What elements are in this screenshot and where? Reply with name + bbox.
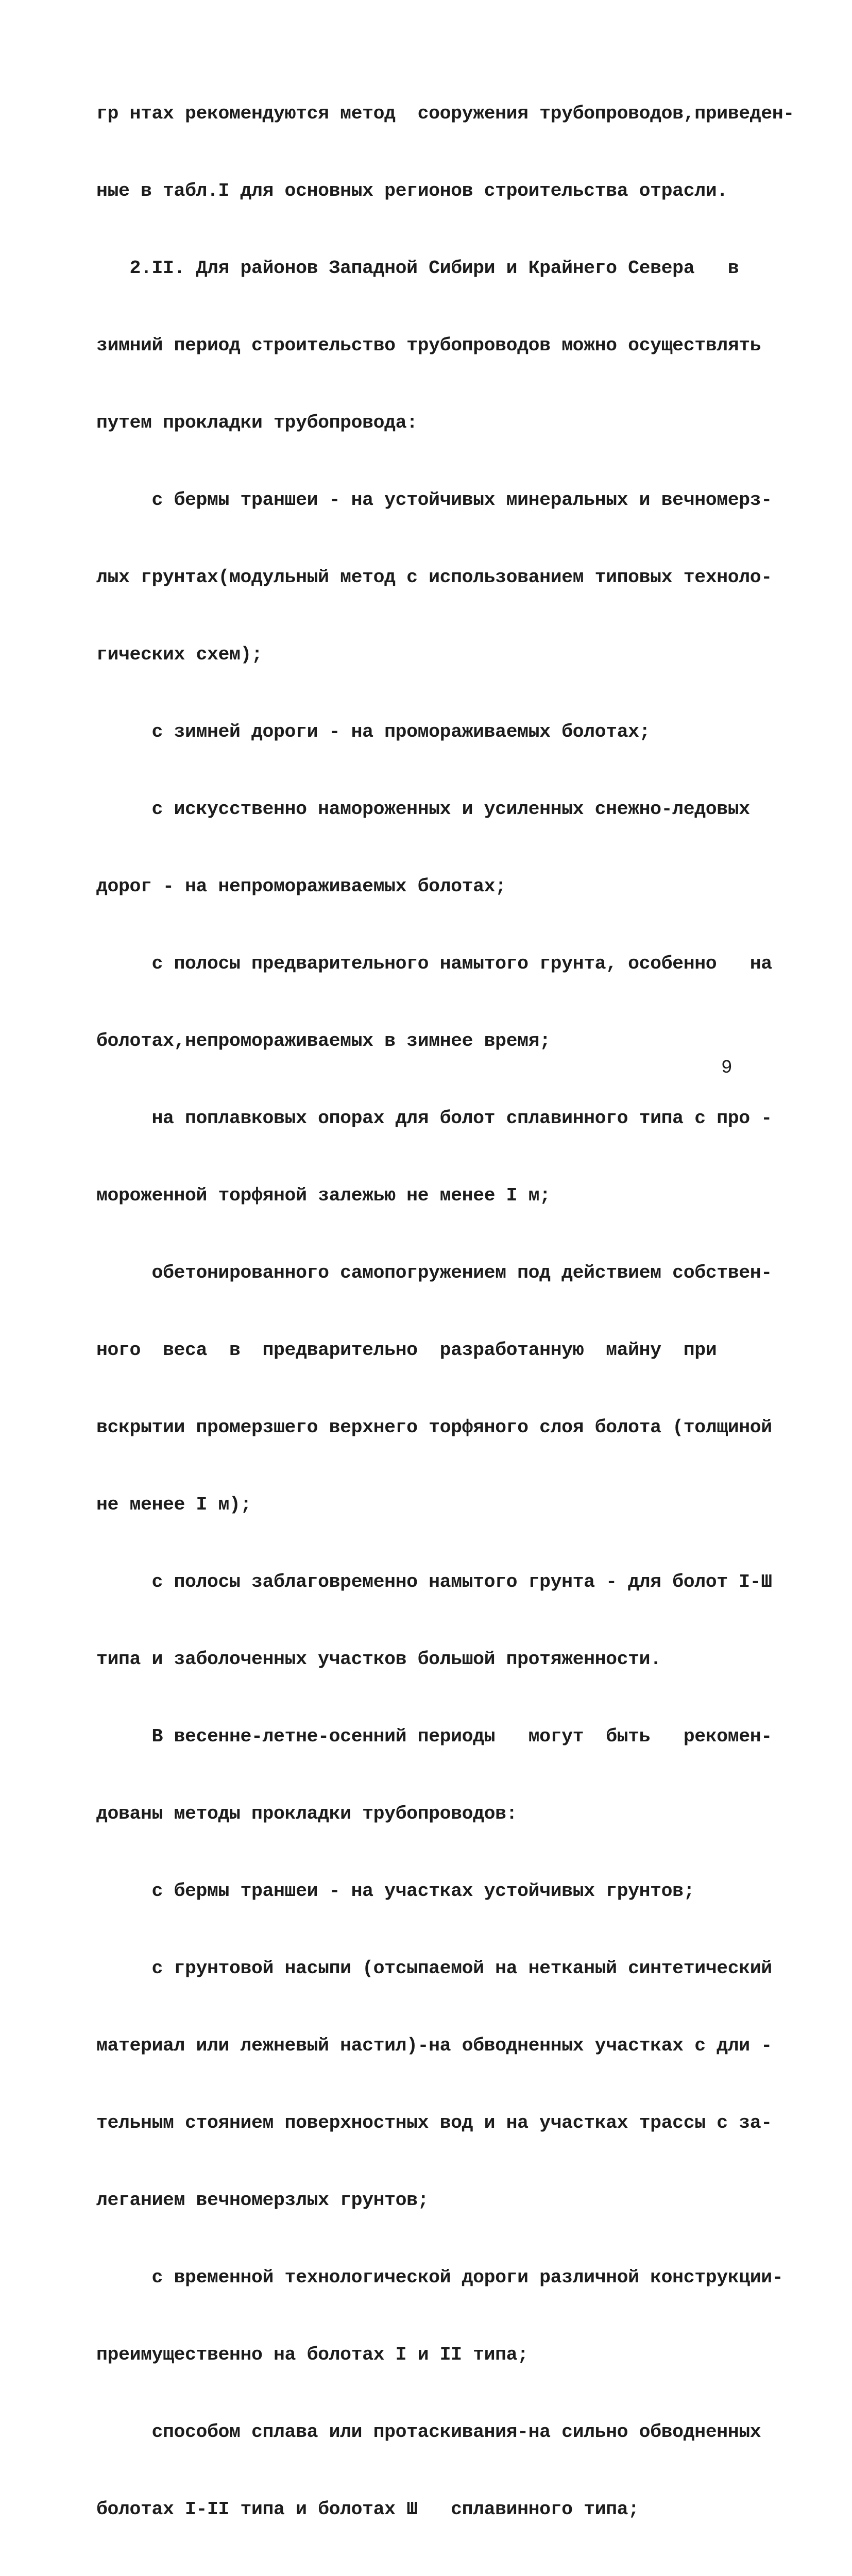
text-line: тельным стоянием поверхностных вод и на участках трассы с за- [96,2112,772,2133]
text-line: зимний период строительство трубопроводов можно осуществлять [96,335,761,356]
text-line: способом сплава или протаскивания-на сильно обводненных [96,2421,761,2443]
text-line: с искусственно намороженных и усиленных снежно-ледовых [96,799,750,820]
text-line: с полосы заблаговременно намытого грунта - для болот I-Ш [96,1571,772,1592]
text-line: обетонированного самопогружением под действием собствен- [96,1262,772,1283]
text-line: с грунтовой насыпи (отсыпаемой на нетканый синтетический [96,1958,772,1979]
text-line: с бермы траншеи - на участках устойчивых грунтов; [96,1880,695,1902]
text-line: типа и заболоченных участков большой протяженности. [96,1649,661,1670]
text-line: леганием вечномерзлых грунтов; [96,2190,429,2211]
text-line: 2.II. Для районов Западной Сибири и Крайнего Севера в [96,258,739,279]
text-line: с бермы траншеи - на устойчивых минеральных и вечномерз- [96,489,772,511]
text-line: дованы методы прокладки трубопроводов: [96,1803,518,1824]
page-number: 9 [721,1057,732,1078]
text-line: ного веса в предварительно разработанную майну при [96,1340,717,1361]
text-line: мороженной торфяной залежью не менее I м; [96,1185,551,1206]
text-line: ные в табл.I для основных регионов строительства отрасли. [96,180,728,201]
text-line: гр нтах рекомендуются метод сооружения трубопроводов,приведен- [96,103,794,124]
text-line: болотах,непромораживаемых в зимнее время; [96,1030,551,1052]
text-line: болотах I-II типа и болотах Ш сплавинного типа; [96,2499,639,2520]
text-line: В весенне-летне-осенний периоды могут быть рекомен- [96,1726,772,1747]
text-line: дорог - на непромораживаемых болотах; [96,876,506,897]
text-line: гических схем); [96,644,263,665]
text-line: не менее I м); [96,1494,252,1515]
text-line: с зимней дороги - на промораживаемых болотах; [96,721,651,742]
text-line: вскрытии промерзшего верхнего торфяного слоя болота (толщиной [96,1417,772,1438]
text-line: преимущественно на болотах I и II типа; [96,2344,529,2365]
text-line: лых грунтах(модульный метод с использованием типовых техноло- [96,567,772,588]
text-line: путем прокладки трубопровода: [96,412,418,433]
text-line [96,2574,740,2576]
body-text [96,49,794,2576]
text-line: материал или лежневый настил)-на обводненных участках с дли - [96,2035,772,2056]
text-line: с полосы предварительного намытого грунта, особенно на [96,953,772,974]
text-line: с временной технологической дороги различной конструкции- [96,2267,783,2288]
text-line: на поплавковых опорах для болот сплавинного типа с про - [96,1108,772,1129]
